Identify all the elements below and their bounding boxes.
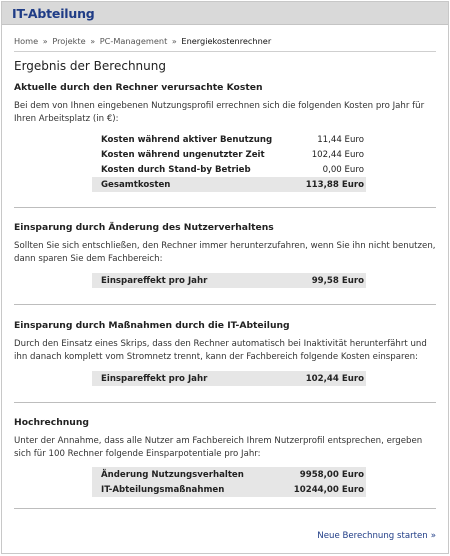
- section-divider: [14, 402, 436, 403]
- top-header-bar: [2, 2, 448, 25]
- total-label: Einspareffekt pro Jahr: [92, 273, 278, 288]
- section-text: Unter der Annahme, dass alle Nutzer am Fachbereich Ihrem Nutzerprofil entsprechen, ergeben sich für 100 Rechner folgende Einsparpotentiale pro Jahr:: [14, 436, 423, 459]
- cost-table: [92, 132, 366, 192]
- breadcrumb-separator: »: [42, 37, 48, 46]
- projection-value: 10244,00 Euro: [278, 482, 366, 497]
- projection-value: 9958,00 Euro: [278, 467, 366, 482]
- total-row: [92, 177, 366, 192]
- total-row: [92, 371, 366, 386]
- cost-value: 11,44 Euro: [317, 134, 364, 145]
- breadcrumb-separator: »: [90, 37, 96, 46]
- section-user-behavior-savings: [14, 222, 436, 288]
- new-calculation-link[interactable]: [317, 531, 436, 541]
- section-divider: [14, 304, 436, 305]
- section-text: Bei dem von Ihnen eingebenen Nutzungsprofil errechnen sich die folgenden Kosten pro Jahr für Ihren Arbeitsplatz (in €):: [14, 101, 425, 124]
- projection-label: Änderung Nutzungsverhalten: [92, 467, 278, 482]
- new-calculation-label[interactable]: Neue Berechnung starten: [317, 531, 428, 541]
- total-label: Einspareffekt pro Jahr: [92, 371, 272, 386]
- breadcrumb: [14, 36, 436, 46]
- main-content: [2, 36, 448, 509]
- savings-table: [92, 273, 366, 288]
- breadcrumb-separator: »: [171, 37, 177, 46]
- cost-value: 102,44 Euro: [311, 149, 364, 160]
- section-text: Sollten Sie sich entschließen, den Rechner immer herunterzufahren, wenn Sie ihn nicht benutzen, dann sparen Sie dem Fachbereich:: [14, 241, 436, 264]
- page-title: Ergebnis der Berechnung: [14, 59, 166, 73]
- cost-label: Kosten während aktiver Benutzung: [101, 134, 273, 145]
- breadcrumb-pc-management[interactable]: PC-Management: [99, 36, 168, 46]
- cost-label: Kosten während ungenutzter Zeit: [101, 149, 265, 160]
- table-row: [92, 162, 366, 177]
- table-row: [92, 147, 366, 162]
- site-title: IT-Abteilung: [12, 5, 95, 21]
- breadcrumb-divider: [14, 51, 436, 52]
- section-heading: Einsparung durch Maßnahmen durch die IT-Abteilung: [14, 320, 290, 331]
- section-divider: [14, 207, 436, 208]
- section-heading: Einsparung durch Änderung des Nutzerverhaltens: [14, 222, 274, 233]
- page-frame: [1, 1, 449, 554]
- total-row: [92, 482, 366, 497]
- total-row: [92, 467, 366, 482]
- section-heading: Aktuelle durch den Rechner verursachte Kosten: [14, 82, 263, 93]
- cost-label: Kosten durch Stand-by Betrieb: [101, 164, 251, 175]
- total-row: [92, 273, 366, 288]
- breadcrumb-current: Energiekostenrechner: [181, 36, 272, 46]
- total-value: 102,44 Euro: [272, 371, 366, 386]
- section-heading: Hochrechnung: [14, 417, 89, 428]
- chevron-right-icon: »: [430, 531, 436, 541]
- section-current-costs: [14, 82, 436, 192]
- breadcrumb-home[interactable]: Home: [14, 36, 39, 46]
- cost-value: 0,00 Euro: [322, 164, 364, 175]
- section-it-measures-savings: [14, 320, 436, 386]
- section-divider: [14, 508, 436, 509]
- projection-table: [92, 467, 366, 497]
- projection-label: IT-Abteilungsmaßnahmen: [92, 482, 278, 497]
- section-projection: [14, 417, 436, 497]
- savings-table: [92, 371, 366, 386]
- total-value: 113,88 Euro: [297, 177, 366, 192]
- total-value: 99,58 Euro: [278, 273, 366, 288]
- breadcrumb-projekte[interactable]: Projekte: [52, 36, 86, 46]
- table-row: [92, 132, 366, 147]
- section-text: Durch den Einsatz eines Skrips, dass den Rechner automatisch bei Inaktivität herunterfährt und ihn danach komplett vom Stromnetz trennt, kann der Fachbereich folgende Kosten einsparen:: [14, 339, 427, 362]
- total-label: Gesamtkosten: [92, 177, 297, 192]
